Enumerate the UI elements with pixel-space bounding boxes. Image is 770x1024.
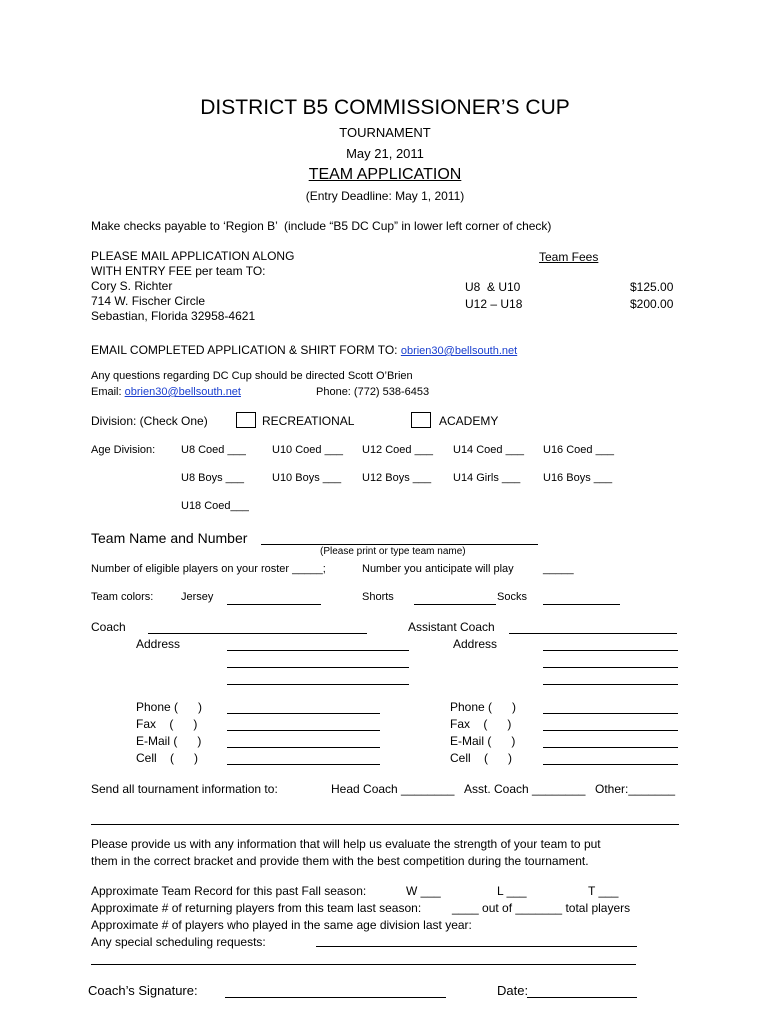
academy-label: ACADEMY (439, 414, 499, 428)
team-name-hint: (Please print or type team name) (320, 546, 466, 557)
special-requests-field[interactable] (316, 946, 637, 947)
signature-date-field[interactable] (527, 997, 637, 998)
anticipated-players-label: Number you anticipate will play (362, 563, 514, 575)
age-option[interactable]: U16 Coed ___ (543, 444, 614, 456)
socks-field[interactable] (543, 604, 620, 605)
academy-checkbox[interactable] (411, 412, 431, 428)
checks-note: Make checks payable to ‘Region B’ (include “B5 DC Cup” in lower left corner of check) (91, 219, 552, 233)
jersey-field[interactable] (227, 604, 321, 605)
special-requests-label: Any special scheduling requests: (91, 935, 266, 949)
assistant-fax-field[interactable] (543, 730, 678, 731)
losses-field[interactable]: L ___ (497, 884, 527, 898)
coach-phone-field[interactable] (227, 713, 380, 714)
assistant-phone-label: Phone ( ) (450, 700, 517, 714)
assistant-address-field[interactable] (543, 650, 678, 651)
entry-deadline: (Entry Deadline: May 1, 2011) (305, 189, 465, 203)
send-info-label: Send all tournament information to: (91, 782, 278, 796)
wins-field[interactable]: W ___ (406, 884, 441, 898)
mail-line-2: WITH ENTRY FEE per team TO: (91, 264, 266, 278)
returning-players-field[interactable]: ____ out of _______ total players (452, 901, 631, 915)
application-heading: TEAM APPLICATION (308, 166, 462, 183)
division-label: Division: (Check One) (91, 414, 208, 428)
coach-address-field[interactable] (227, 684, 409, 685)
assistant-fax-label: Fax ( ) (450, 717, 512, 731)
assistant-cell-field[interactable] (543, 764, 678, 765)
team-name-field[interactable] (261, 544, 538, 545)
mail-street: 714 W. Fischer Circle (91, 294, 206, 308)
coach-address-field[interactable] (227, 667, 409, 668)
coach-signature-field[interactable] (225, 997, 446, 998)
age-option[interactable]: U12 Coed ___ (362, 444, 433, 456)
fee-label: U12 – U18 (465, 297, 523, 311)
strength-text-2: them in the correct bracket and provide them with the best competition during the tournament. (91, 854, 589, 868)
coach-email-field[interactable] (227, 747, 380, 748)
assistant-coach-field[interactable] (509, 633, 677, 634)
assistant-coach-label: Assistant Coach (408, 620, 495, 634)
assistant-address-field[interactable] (543, 684, 678, 685)
coach-address-field[interactable] (227, 650, 409, 651)
age-option[interactable]: U8 Boys ___ (181, 472, 244, 484)
mail-name: Cory S. Richter (91, 279, 173, 293)
special-requests-field-2[interactable] (91, 964, 636, 965)
age-option[interactable]: U14 Coed ___ (453, 444, 524, 456)
send-other-option[interactable]: Other:_______ (595, 782, 676, 796)
shorts-label: Shorts (362, 591, 394, 603)
age-option[interactable]: U18 Coed___ (181, 500, 249, 512)
eligible-players: Number of eligible players on your roster _____; (91, 563, 326, 575)
socks-label: Socks (497, 591, 527, 603)
team-fees-title: Team Fees (539, 250, 599, 264)
questions-email-label: Email: (91, 386, 125, 398)
team-colors-label: Team colors: (91, 591, 154, 603)
anticipated-players-field[interactable]: _____ (543, 563, 574, 575)
coach-fax-label: Fax ( ) (136, 717, 198, 731)
questions-email-link[interactable]: obrien30@bellsouth.net (124, 386, 241, 398)
assistant-phone-field[interactable] (543, 713, 678, 714)
form-subtitle: TOURNAMENT (339, 125, 431, 140)
ties-field[interactable]: T ___ (588, 884, 619, 898)
coach-cell-label: Cell ( ) (136, 751, 199, 765)
questions-email (91, 387, 241, 398)
email-application-line (91, 344, 517, 357)
coach-address-label: Address (136, 637, 181, 651)
coach-cell-field[interactable] (227, 764, 380, 765)
assistant-email-label: E-Mail ( ) (450, 734, 516, 748)
mail-city: Sebastian, Florida 32958-4621 (91, 309, 256, 323)
strength-text-1: Please provide us with any information that will help us evaluate the strength of your team to put (91, 837, 601, 851)
coach-field[interactable] (148, 633, 367, 634)
assistant-cell-label: Cell ( ) (450, 751, 513, 765)
email-link[interactable]: obrien30@bellsouth.net (400, 345, 518, 357)
section-divider (91, 824, 679, 825)
recreational-label: RECREATIONAL (262, 414, 355, 428)
coach-signature-label: Coach’s Signature: (88, 983, 198, 998)
questions-phone: Phone: (772) 538-6453 (316, 386, 430, 398)
team-record-label: Approximate Team Record for this past Fall season: (91, 884, 367, 898)
assistant-address-field[interactable] (543, 667, 678, 668)
returning-players-label: Approximate # of returning players from this team last season: (91, 901, 422, 915)
coach-phone-label: Phone ( ) (136, 700, 203, 714)
age-option[interactable]: U10 Boys ___ (272, 472, 342, 484)
assistant-address-label: Address (453, 637, 498, 651)
shorts-field[interactable] (414, 604, 496, 605)
coach-email-label: E-Mail ( ) (136, 734, 202, 748)
email-label: EMAIL COMPLETED APPLICATION & SHIRT FORM TO: (91, 343, 401, 357)
mail-line-1: PLEASE MAIL APPLICATION ALONG (91, 249, 295, 263)
age-option[interactable]: U8 Coed ___ (181, 444, 246, 456)
coach-label: Coach (91, 620, 126, 634)
age-option[interactable]: U10 Coed ___ (272, 444, 343, 456)
fee-amount: $200.00 (630, 297, 674, 311)
same-age-label: Approximate # of players who played in the same age division last year: (91, 918, 472, 932)
form-title: DISTRICT B5 COMMISSIONER’S CUP (200, 96, 570, 119)
send-head-coach-option[interactable]: Head Coach ________ (331, 782, 455, 796)
age-division-label: Age Division: (91, 444, 156, 456)
jersey-label: Jersey (181, 591, 214, 603)
tournament-date: May 21, 2011 (346, 146, 424, 161)
send-asst-coach-option[interactable]: Asst. Coach ________ (464, 782, 586, 796)
age-option[interactable]: U12 Boys ___ (362, 472, 432, 484)
assistant-email-field[interactable] (543, 747, 678, 748)
recreational-checkbox[interactable] (236, 412, 256, 428)
coach-fax-field[interactable] (227, 730, 380, 731)
team-name-label: Team Name and Number (91, 530, 248, 546)
fee-amount: $125.00 (630, 280, 674, 294)
age-option[interactable]: U14 Girls ___ (453, 472, 521, 484)
fee-label: U8 & U10 (465, 280, 521, 294)
age-option[interactable]: U16 Boys ___ (543, 472, 613, 484)
questions-line: Any questions regarding DC Cup should be directed Scott O’Brien (91, 370, 413, 382)
signature-date-label: Date: (497, 983, 529, 998)
